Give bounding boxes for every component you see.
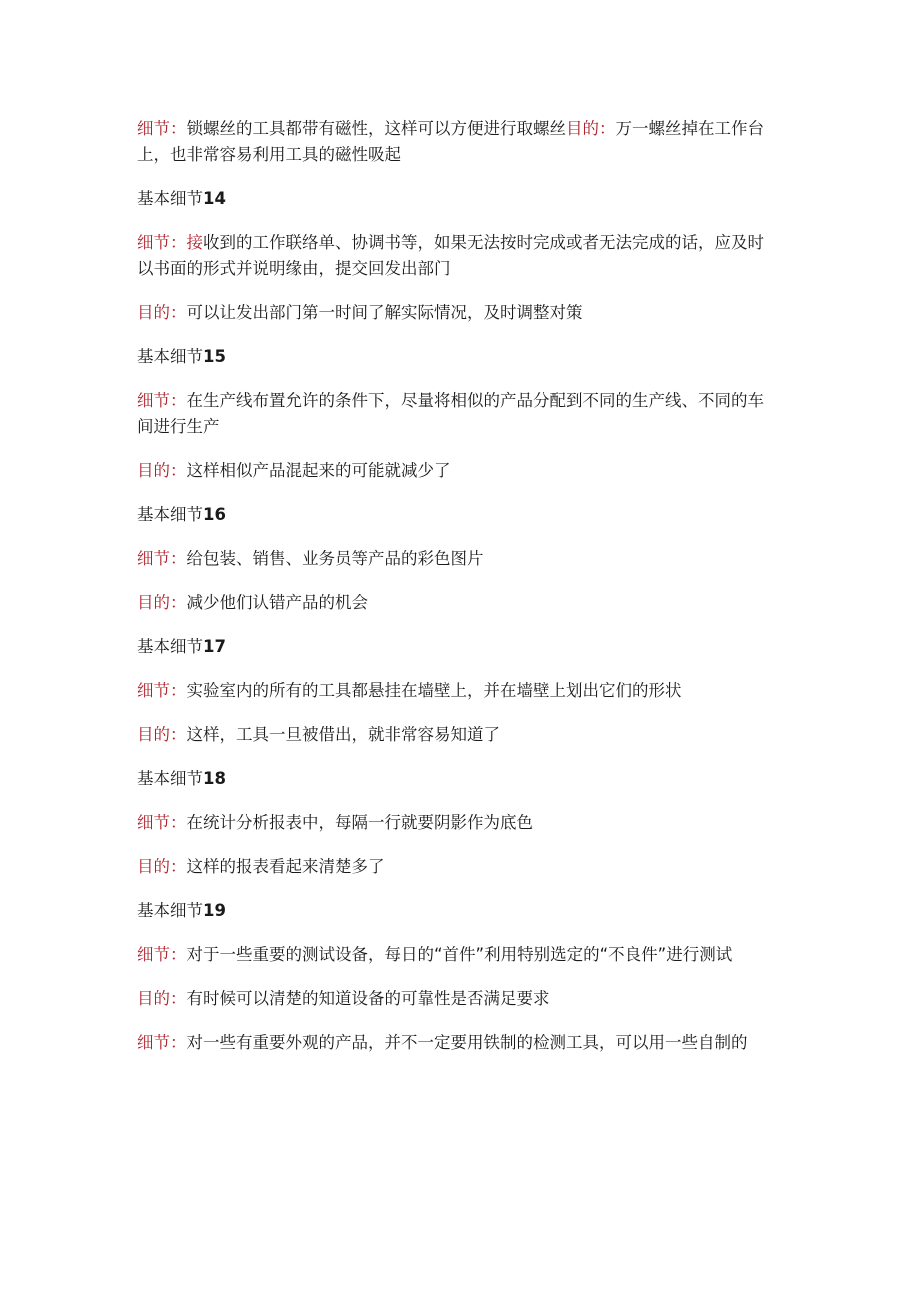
paragraph-text: 这样，工具一旦被借出，就非常容易知道了 — [186, 725, 500, 744]
field-label: 目的： — [137, 461, 187, 480]
field-label: 细节： — [137, 119, 187, 138]
field-label: 细节： — [137, 549, 187, 568]
field-label: 细节： — [137, 945, 187, 964]
paragraph — [137, 230, 777, 282]
paragraph — [137, 116, 777, 168]
field-label: 目的： — [137, 857, 187, 876]
paragraph — [137, 458, 777, 484]
paragraph — [137, 590, 777, 616]
section-heading-number: 17 — [203, 637, 226, 656]
section-heading — [137, 634, 777, 660]
section-heading-label: 基本细节 — [137, 189, 203, 208]
field-label: 目的： — [137, 593, 187, 612]
section-heading-label: 基本细节 — [137, 769, 203, 788]
section-heading-number: 16 — [203, 505, 226, 524]
section-heading-label: 基本细节 — [137, 637, 203, 656]
section-heading-label: 基本细节 — [137, 901, 203, 920]
section-heading-label: 基本细节 — [137, 505, 203, 524]
section-heading — [137, 344, 777, 370]
paragraph-text: 实验室内的所有的工具都悬挂在墙壁上，并在墙壁上划出它们的形状 — [186, 681, 682, 700]
section-heading — [137, 502, 777, 528]
paragraph-text: 万一螺丝掉在工作台上，也非常容易利用工具的磁性吸起 — [137, 119, 764, 164]
document-body — [137, 116, 777, 1074]
section-heading — [137, 898, 777, 924]
paragraph — [137, 986, 777, 1012]
field-label: 目的： — [137, 989, 187, 1008]
section-heading — [137, 766, 777, 792]
paragraph-text: 这样相似产品混起来的可能就减少了 — [186, 461, 451, 480]
paragraph — [137, 722, 777, 748]
paragraph-text: 减少他们认错产品的机会 — [186, 593, 368, 612]
paragraph-text: 锁螺丝的工具都带有磁性，这样可以方便进行取螺丝 — [186, 119, 566, 138]
paragraph — [137, 388, 777, 440]
paragraph — [137, 300, 777, 326]
paragraph — [137, 942, 777, 968]
paragraph-text: 在生产线布置允许的条件下，尽量将相似的产品分配到不同的生产线、不同的车间进行生产 — [137, 391, 764, 436]
field-label: 目的： — [566, 119, 616, 138]
paragraph-text: 对一些有重要外观的产品，并不一定要用铁制的检测工具，可以用一些自制的 — [186, 1033, 748, 1052]
paragraph — [137, 1030, 777, 1056]
field-label: 细节：接 — [137, 233, 203, 252]
section-heading-number: 14 — [203, 189, 226, 208]
section-heading-label: 基本细节 — [137, 347, 203, 366]
field-label: 目的： — [137, 725, 187, 744]
field-label: 细节： — [137, 1033, 187, 1052]
paragraph-text: 可以让发出部门第一时间了解实际情况，及时调整对策 — [186, 303, 583, 322]
section-heading-number: 15 — [203, 347, 226, 366]
section-heading — [137, 186, 777, 212]
paragraph-text: 有时候可以清楚的知道设备的可靠性是否满足要求 — [186, 989, 550, 1008]
paragraph-text: 在统计分析报表中，每隔一行就要阴影作为底色 — [186, 813, 533, 832]
paragraph-text: 给包装、销售、业务员等产品的彩色图片 — [186, 549, 484, 568]
paragraph-text: 这样的报表看起来清楚多了 — [186, 857, 385, 876]
field-label: 细节： — [137, 681, 187, 700]
paragraph — [137, 678, 777, 704]
paragraph — [137, 810, 777, 836]
section-heading-number: 19 — [203, 901, 226, 920]
field-label: 细节： — [137, 391, 187, 410]
paragraph-text: 对于一些重要的测试设备，每日的“首件”利用特别选定的“不良件”进行测试 — [186, 945, 733, 964]
paragraph — [137, 546, 777, 572]
section-heading-number: 18 — [203, 769, 226, 788]
paragraph — [137, 854, 777, 880]
field-label: 细节： — [137, 813, 187, 832]
paragraph-text: 收到的工作联络单、协调书等，如果无法按时完成或者无法完成的话，应及时以书面的形式并说明缘由，提交回发出部门 — [137, 233, 764, 278]
field-label: 目的： — [137, 303, 187, 322]
